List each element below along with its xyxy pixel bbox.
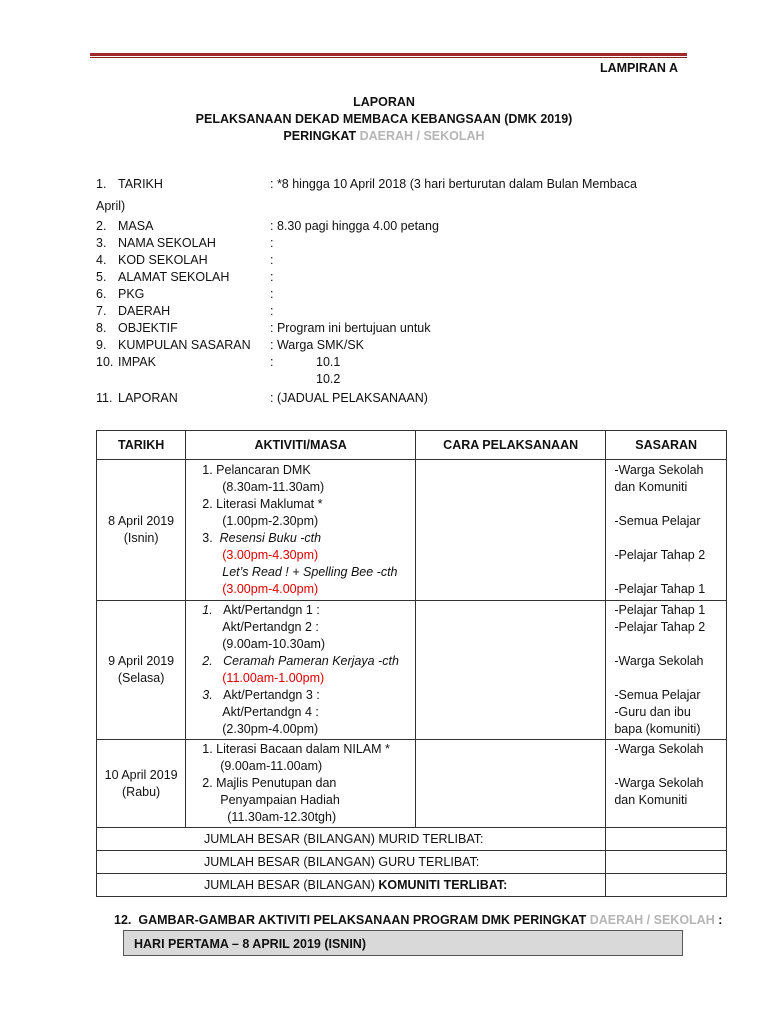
activity-line <box>202 602 415 619</box>
activity-number: 3. <box>202 688 213 702</box>
day-text: (Rabu) <box>122 784 161 799</box>
activity-number: 3. <box>202 531 213 545</box>
info-item-pkg <box>96 286 696 303</box>
item-value: : <box>270 236 274 250</box>
header-rule <box>90 53 687 56</box>
sasaran-line: -Semua Pelajar <box>614 688 701 702</box>
date-text: 8 April 2019 <box>108 514 175 528</box>
col-aktiviti: AKTIVITI/MASA <box>186 431 416 460</box>
lampiran-label: LAMPIRAN A <box>599 61 678 75</box>
info-item-kod-sekolah <box>96 252 696 269</box>
activity-example: Ceramah Pameran Kerjaya -cth <box>223 654 399 668</box>
sasaran-cell <box>606 460 727 601</box>
report-title: LAPORAN <box>353 95 415 109</box>
activity-line: Akt/Pertandgn 2 : <box>222 620 319 634</box>
total-row-guru <box>97 851 727 874</box>
activity-time-red: (3.00pm-4.30pm) <box>222 548 319 562</box>
activity-cell <box>186 601 416 740</box>
item-value: : <box>270 304 274 318</box>
report-subtitle: PELAKSANAAN DEKAD MEMBACA KEBANGSAAN (DMK 2019) <box>195 112 573 126</box>
sasaran-line: -Pelajar Tahap 1 <box>614 603 706 617</box>
item-label: TARIKH <box>118 177 163 191</box>
activity-cell <box>186 740 416 828</box>
item-value: : <box>270 355 274 369</box>
section-12-heading <box>114 913 722 927</box>
schedule-table <box>96 430 727 897</box>
info-item-laporan <box>96 390 696 407</box>
total-label-prefix: JUMLAH BESAR (BILANGAN) <box>204 878 375 892</box>
total-value <box>606 828 727 851</box>
item-number: 8. <box>96 321 107 335</box>
date-cell <box>97 601 186 740</box>
section-colon: : <box>718 913 723 927</box>
item-number: 11. <box>96 391 113 405</box>
sasaran-line: -Pelajar Tahap 2 <box>614 548 706 562</box>
activity-line: Penyampaian Hadiah <box>220 793 340 807</box>
activity-example: Resensi Buku -cth <box>219 531 322 545</box>
day-one-box: HARI PERTAMA – 8 APRIL 2019 (ISNIN) <box>123 930 683 956</box>
sasaran-cell <box>606 740 727 828</box>
date-text: 10 April 2019 <box>104 767 178 782</box>
activity-line: 1. Literasi Bacaan dalam NILAM * <box>202 742 390 756</box>
table-row <box>97 740 727 828</box>
item-label: IMPAK <box>118 355 156 369</box>
sasaran-line: dan Komuniti <box>614 480 688 494</box>
total-label: JUMLAH BESAR (BILANGAN) GURU TERLIBAT: <box>97 851 606 874</box>
item-label: KUMPULAN SASARAN <box>118 338 251 352</box>
item-number: 6. <box>96 287 107 301</box>
item-number: 7. <box>96 304 107 318</box>
total-value <box>606 851 727 874</box>
sasaran-line: -Pelajar Tahap 2 <box>614 620 706 634</box>
table-header-row <box>97 431 727 460</box>
item-number: 2. <box>96 219 107 233</box>
info-item-tarikh <box>96 176 696 213</box>
activity-time: (8.30am-11.30am) <box>222 480 325 494</box>
col-cara: CARA PELAKSANAAN <box>415 431 605 460</box>
info-item-impak <box>96 354 696 371</box>
info-list <box>96 176 696 407</box>
activity-time: (1.00pm-2.30pm) <box>222 514 319 528</box>
sasaran-line: -Warga Sekolah <box>614 742 704 756</box>
info-item-daerah <box>96 303 696 320</box>
cara-cell <box>415 460 605 601</box>
activity-number: 2. <box>202 654 213 668</box>
item-label: OBJEKTIF <box>118 321 178 335</box>
item-label: KOD SEKOLAH <box>118 253 208 267</box>
section-grey: DAERAH / SEKOLAH <box>589 913 715 927</box>
activity-line: 1. Pelancaran DMK <box>202 463 311 477</box>
item-number: 3. <box>96 236 107 250</box>
info-item-kumpulan-sasaran <box>96 337 696 354</box>
col-tarikh: TARIKH <box>97 431 186 460</box>
item-label: ALAMAT SEKOLAH <box>118 270 230 284</box>
item-label: PKG <box>118 287 145 301</box>
total-label: JUMLAH BESAR (BILANGAN) MURID TERLIBAT: <box>97 828 606 851</box>
day-text: (Isnin) <box>123 531 159 545</box>
item-value: : Warga SMK/SK <box>270 338 365 352</box>
sasaran-line: -Warga Sekolah <box>614 463 704 477</box>
activity-text: Akt/Pertandgn 3 : <box>223 688 320 702</box>
item-number: 5. <box>96 270 107 284</box>
info-item-nama-sekolah <box>96 235 696 252</box>
item-value: : 8.30 pagi hingga 4.00 petang <box>270 219 439 233</box>
activity-number: 1. <box>202 603 213 617</box>
header-rule-thin <box>90 57 687 58</box>
day-text: (Selasa) <box>117 671 165 685</box>
sasaran-line: -Pelajar Tahap 1 <box>614 582 706 596</box>
item-number: 10. <box>96 355 114 369</box>
col-sasaran: SASARAN <box>606 431 727 460</box>
info-item-impak-sub <box>96 371 696 388</box>
date-text: 9 April 2019 <box>108 654 175 668</box>
info-item-objektif <box>96 320 696 337</box>
item-label: NAMA SEKOLAH <box>118 236 216 250</box>
total-value <box>606 874 727 897</box>
activity-time-red: (3.00pm-4.00pm) <box>222 582 319 596</box>
activity-time: (9.00am-11.00am) <box>220 759 323 773</box>
item-label: MASA <box>118 219 154 233</box>
activity-line: 2. Majlis Penutupan dan <box>202 776 337 790</box>
info-item-alamat-sekolah <box>96 269 696 286</box>
date-cell <box>97 740 186 828</box>
activity-line <box>202 687 415 704</box>
sasaran-line: -Semua Pelajar <box>614 514 701 528</box>
activity-cell <box>186 460 416 601</box>
item-label: LAPORAN <box>118 391 178 405</box>
total-label-bold: KOMUNITI TERLIBAT: <box>378 878 508 892</box>
date-cell <box>97 460 186 601</box>
item-number: 4. <box>96 253 107 267</box>
table-row <box>97 460 727 601</box>
info-item-masa <box>96 218 696 235</box>
item-value: : <box>270 270 274 284</box>
sasaran-line: -Warga Sekolah <box>614 776 704 790</box>
item-value: : <box>270 287 274 301</box>
item-value: : *8 hingga 10 April 2018 (3 hari berturutan dalam Bulan Membaca <box>270 177 637 191</box>
total-label <box>97 874 606 897</box>
activity-line <box>202 530 415 547</box>
activity-time: (9.00am-10.30am) <box>222 637 326 651</box>
activity-line: 2. Literasi Maklumat * <box>202 497 323 511</box>
table-row <box>97 601 727 740</box>
impak-sub-1: 10.1 <box>316 355 341 369</box>
activity-time: (2.30pm-4.00pm) <box>222 722 319 736</box>
sasaran-line: -Guru dan ibu <box>614 705 691 719</box>
sasaran-line: bapa (komuniti) <box>614 722 701 736</box>
activity-example: Let’s Read ! + Spelling Bee -cth <box>222 565 398 579</box>
level-grey: DAERAH / SEKOLAH <box>359 129 485 143</box>
item-value: : Program ini bertujuan untuk <box>270 321 431 335</box>
item-value: : <box>270 253 274 267</box>
section-text: GAMBAR-GAMBAR AKTIVITI PELAKSANAAN PROGRAM DMK PERINGKAT <box>138 913 587 927</box>
item-label: DAERAH <box>118 304 171 318</box>
sasaran-line: -Warga Sekolah <box>614 654 704 668</box>
total-row-murid <box>97 828 727 851</box>
item-number: 9. <box>96 338 107 352</box>
cara-cell <box>415 740 605 828</box>
level-prefix: PERINGKAT <box>283 129 357 143</box>
activity-line: Akt/Pertandgn 4 : <box>222 705 319 719</box>
sasaran-line: dan Komuniti <box>614 793 688 807</box>
activity-time: (11.30am-12.30tgh) <box>227 810 337 824</box>
cara-cell <box>415 601 605 740</box>
sasaran-cell <box>606 601 727 740</box>
activity-text: Akt/Pertandgn 1 : <box>223 603 320 617</box>
item-number: 1. <box>96 177 107 191</box>
total-row-komuniti <box>97 874 727 897</box>
report-level <box>0 129 768 143</box>
item-value-wrap: April) <box>96 199 126 213</box>
impak-sub-2: 10.2 <box>316 372 341 386</box>
item-value: : (JADUAL PELAKSANAAN) <box>270 391 428 405</box>
activity-time-red: (11.00am-1.00pm) <box>222 671 325 685</box>
activity-line <box>202 653 415 670</box>
section-number: 12. <box>114 913 132 927</box>
